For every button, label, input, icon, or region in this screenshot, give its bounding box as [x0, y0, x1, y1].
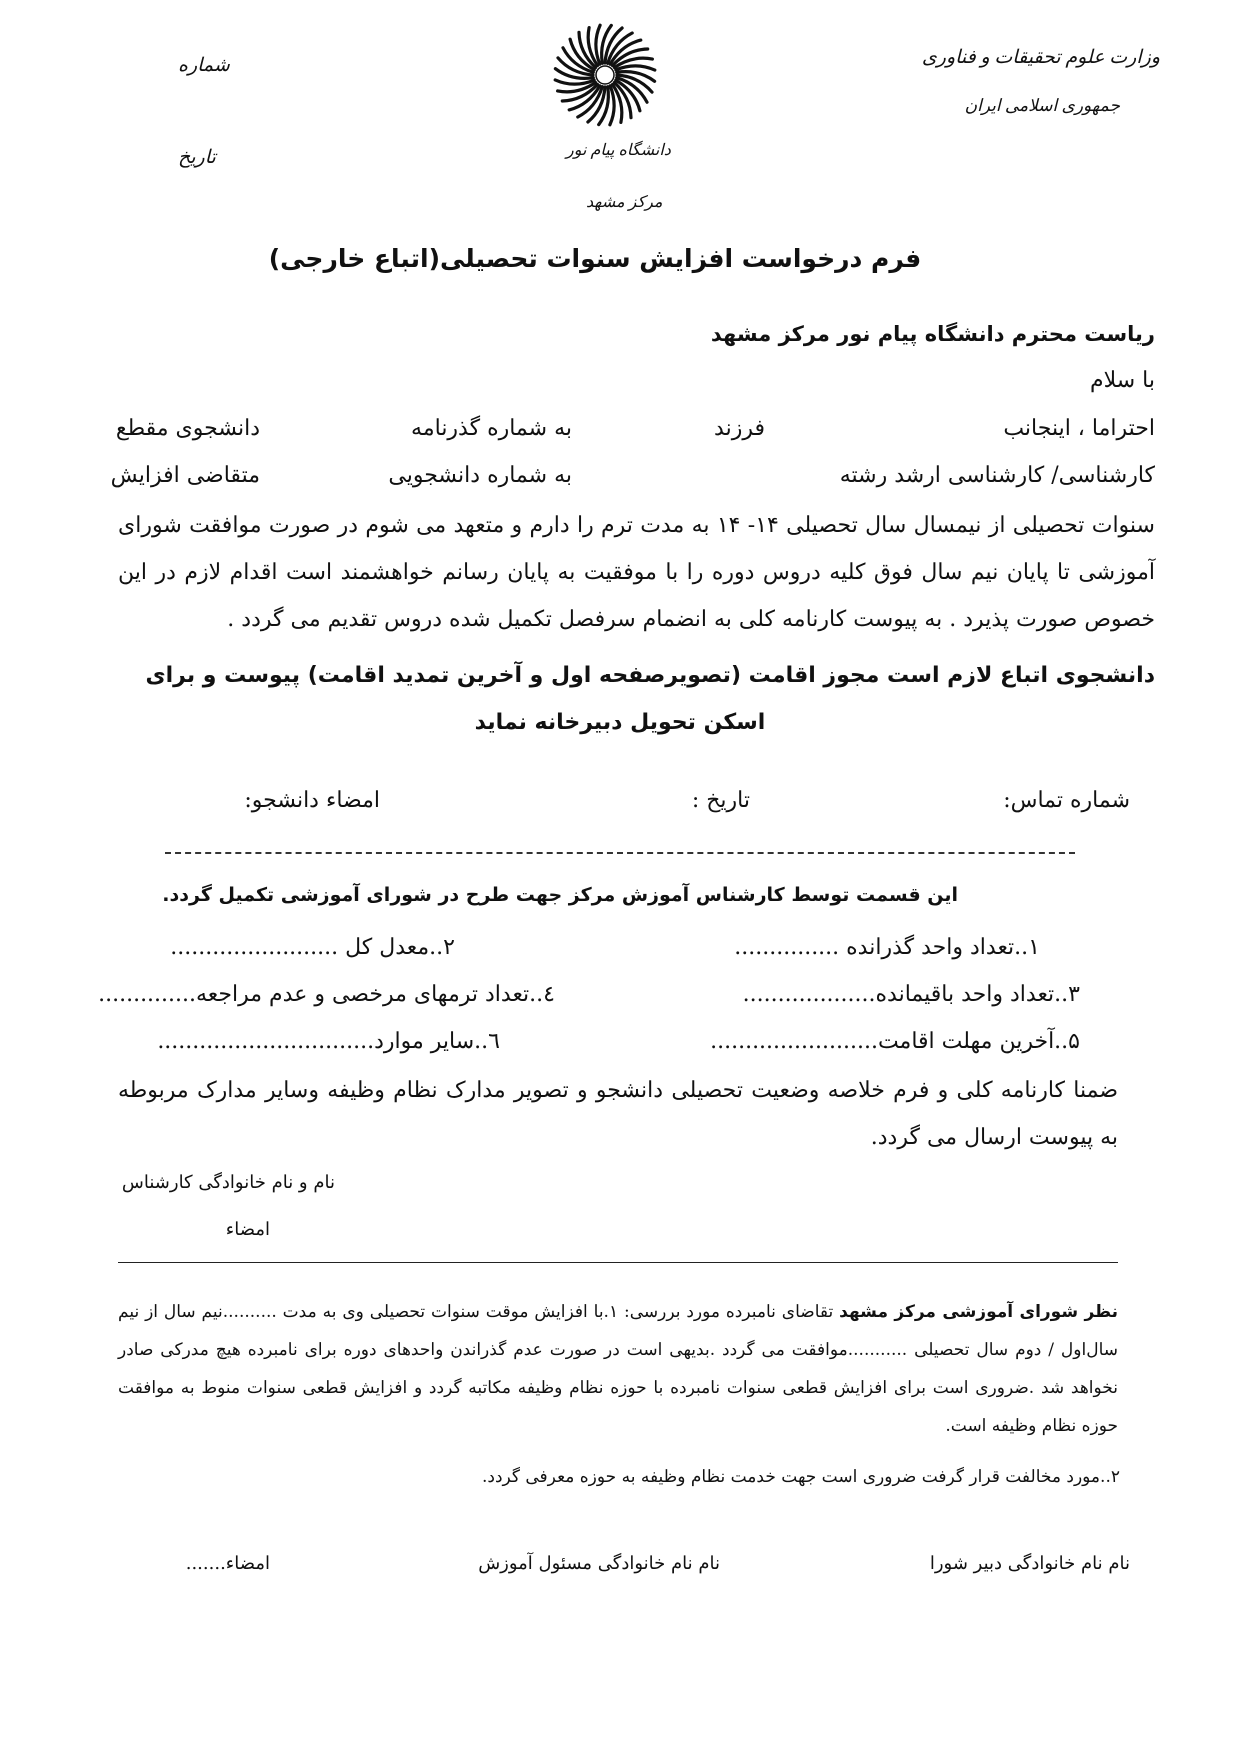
expert-paragraph: ضمنا کارنامه کلی و فرم خلاصه وضعیت تحصیلی دانشجو و تصویر مدارک نظام وظیفه وسایر مدارک مربوطه به پیوست ارسال می گردد.	[118, 1078, 1118, 1150]
applicant-label: متقاضی افزایش	[110, 463, 260, 488]
education-head-label: نام نام خانوادگی مسئول آموزش	[478, 1553, 720, 1574]
dashed-divider	[165, 852, 1075, 854]
addressee: ریاست محترم دانشگاه پیام نور مرکز مشهد	[710, 322, 1155, 346]
expert-name-label: نام و نام خانوادگی کارشناس	[121, 1172, 335, 1193]
residence-deadline-field: ۵..آخرین مهلت اقامت........................	[710, 1029, 1080, 1054]
remaining-units-field: ۳..تعداد واحد باقیمانده...................	[742, 982, 1080, 1007]
council-item-2: ۲..مورد مخالفت قرار گرفت ضروری است جهت خدمت نظام وظیفه به حوزه معرفی گردد.	[481, 1467, 1120, 1487]
contact-number-label: شماره تماس:	[1003, 788, 1130, 813]
passed-units-field: ۱..تعداد واحد گذرانده ...............	[734, 935, 1040, 960]
expert-signature-label: امضاء	[225, 1219, 270, 1240]
center-name: مرکز مشهد	[586, 194, 663, 211]
student-signature-label: امضاء دانشجو:	[244, 788, 380, 813]
student-number-label: به شماره دانشجویی	[388, 463, 572, 488]
date-label-header: تاریخ	[178, 147, 216, 168]
request-paragraph: سنوات تحصیلی از نیمسال سال تحصیلی ۱۴- ۱۴ به مدت ترم را دارم و متعهد می شوم در صورت موافقت شورای آموزشی تا پایان نیم سال فوق کلیه دروس دوره را با موفقیت به پایان رسانم خواهشمند است اقدام لازم در این خصوص صورت پذیرد . به پیوست کارنامه کلی به انضمام سرفصل تکمیل شده دروس تقدیم می گردد .	[118, 513, 1155, 632]
number-label: شماره	[178, 55, 230, 76]
notice-line-2: اسکن تحویل دبیرخانه نماید	[474, 710, 766, 735]
council-paragraph	[118, 1293, 1118, 1445]
council-heading: نظر شورای آموزشی مرکز مشهد	[839, 1302, 1118, 1322]
republic-label: جمهوری اسلامی ایران	[964, 96, 1120, 115]
student-date-label: تاریخ :	[691, 788, 750, 813]
logo-ray	[555, 80, 594, 84]
degree-label: دانشجوی مقطع	[115, 416, 260, 441]
expert-section-heading: این قسمت توسط کارشناس آموزش مرکز جهت طرح در شورای آموزشی تکمیل گردد.	[162, 884, 958, 906]
greeting: با سلام	[1089, 368, 1155, 393]
council-signature-label: امضاء.......	[185, 1553, 270, 1574]
other-items-field: ٦..سایر موارد...............................	[157, 1029, 500, 1054]
logo-ray	[596, 25, 600, 64]
university-logo	[550, 18, 660, 128]
council-decision-text: تقاضای نامبرده مورد بررسی: ۱.با افزایش موقت سنوات تحصیلی وی به مدت ..........نیم سال از نیم سال‌اول / دوم سال تحصیلی ...........موافقت می گردد .بدیهی است در صورت عدم گذراندن واحدهای دوره برای نامبرده هیچ مدرکی صادر نخواهد شد .ضروری است برای افزایش قطعی سنوات نامبرده با حوزه نظام وظیفه مکاتبه گردد و افزایش قطعی سنوات منوط به موافقت حوزه نظام وظیفه است.	[118, 1302, 1118, 1436]
university-name: دانشگاه پیام نور	[566, 142, 671, 159]
logo-ray	[616, 66, 655, 70]
form-title: فرم درخواست افزایش سنوات تحصیلی(اتباع خارجی)	[268, 244, 922, 273]
section-divider	[118, 1262, 1118, 1263]
logo-center	[596, 66, 614, 84]
passport-number-label: به شماره گذرنامه	[411, 416, 572, 441]
ministry-label: وزارت علوم تحقیقات و فناوری	[921, 47, 1160, 68]
child-of-label: فرزند	[714, 416, 765, 441]
gpa-field: ۲..معدل کل ........................	[170, 935, 455, 960]
intro-text: احتراما ، اینجانب	[1003, 416, 1155, 441]
council-secretary-label: نام نام خانوادگی دبیر شورا	[929, 1553, 1130, 1574]
notice-line-1: دانشجوی اتباع لازم است مجوز اقامت (تصویرصفحه اول و آخرین تمدید اقامت) پیوست و برای	[145, 663, 1155, 688]
leave-terms-field: ٤..تعداد ترمهای مرخصی و عدم مراجعه..............	[98, 982, 555, 1007]
logo-ray	[610, 86, 614, 125]
major-label: کارشناسی/ کارشناسی ارشد رشته	[839, 463, 1155, 488]
